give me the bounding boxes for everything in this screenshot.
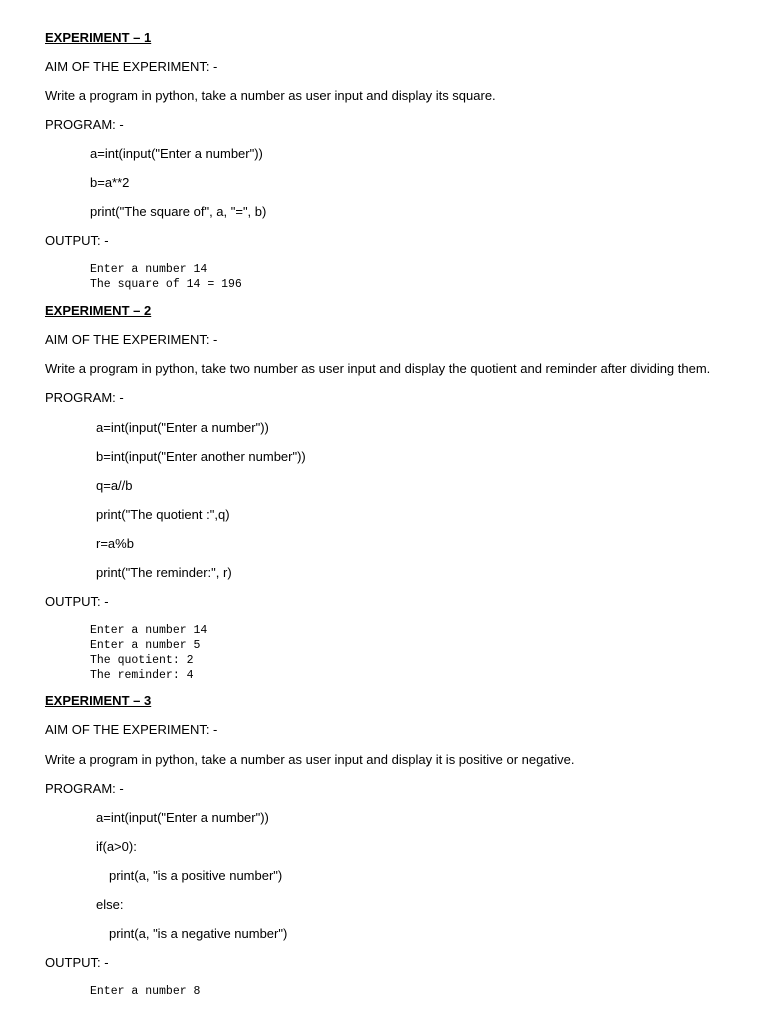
- experiment-3-output-line: Enter a number 8: [90, 985, 201, 998]
- experiment-3-code-line: if(a>0):: [96, 839, 137, 854]
- experiment-3-code-line: a=int(input("Enter a number")): [96, 810, 269, 825]
- experiment-3-aim-text: Write a program in python, take a number as user input and display it is positive or negative.: [45, 752, 575, 767]
- experiment-2-code-line: b=int(input("Enter another number")): [96, 449, 306, 464]
- experiment-3-code-line: else:: [96, 897, 124, 912]
- experiment-3-code-line: print(a, "is a positive number"): [109, 868, 283, 883]
- experiment-1-output-line: The square of 14 = 196: [90, 278, 242, 291]
- experiment-2-code-line: print("The reminder:", r): [96, 565, 232, 580]
- experiment-1-code-line: print("The square of", a, "=", b): [90, 204, 267, 219]
- experiment-1-code-line: a=int(input("Enter a number")): [90, 146, 263, 161]
- experiment-3-output-label: OUTPUT: -: [45, 955, 109, 970]
- experiment-2-aim-text: Write a program in python, take two number as user input and display the quotient and reminder after dividing them.: [45, 361, 711, 376]
- experiment-2-output-line: Enter a number 14: [90, 624, 208, 637]
- experiment-2-output-line: The quotient: 2: [90, 654, 194, 667]
- experiment-2-output-line: Enter a number 5: [90, 639, 201, 652]
- experiment-3-code-line: print(a, "is a negative number"): [109, 926, 288, 941]
- experiment-1-aim-label: AIM OF THE EXPERIMENT: -: [45, 59, 218, 74]
- experiment-3-heading: EXPERIMENT – 3: [45, 693, 152, 708]
- experiment-2-heading: EXPERIMENT – 2: [45, 303, 152, 318]
- experiment-2-program-label: PROGRAM: -: [45, 390, 124, 405]
- experiment-2-code-line: print("The quotient :",q): [96, 507, 230, 522]
- experiment-2-code-line: q=a//b: [96, 478, 133, 493]
- experiment-1-aim-text: Write a program in python, take a number as user input and display its square.: [45, 88, 496, 103]
- experiment-2-code-line: r=a%b: [96, 536, 134, 551]
- experiment-2-code-line: a=int(input("Enter a number")): [96, 420, 269, 435]
- experiment-1-heading: EXPERIMENT – 1: [45, 30, 152, 45]
- experiment-2-output-label: OUTPUT: -: [45, 594, 109, 609]
- experiment-1-output-line: Enter a number 14: [90, 263, 208, 276]
- experiment-2-output-line: The reminder: 4: [90, 669, 194, 682]
- experiment-1-code-line: b=a**2: [90, 175, 130, 190]
- experiment-3-program-label: PROGRAM: -: [45, 781, 124, 796]
- experiment-1-program-label: PROGRAM: -: [45, 117, 124, 132]
- experiment-2-aim-label: AIM OF THE EXPERIMENT: -: [45, 332, 218, 347]
- experiment-1-output-label: OUTPUT: -: [45, 233, 109, 248]
- experiment-3-aim-label: AIM OF THE EXPERIMENT: -: [45, 722, 218, 737]
